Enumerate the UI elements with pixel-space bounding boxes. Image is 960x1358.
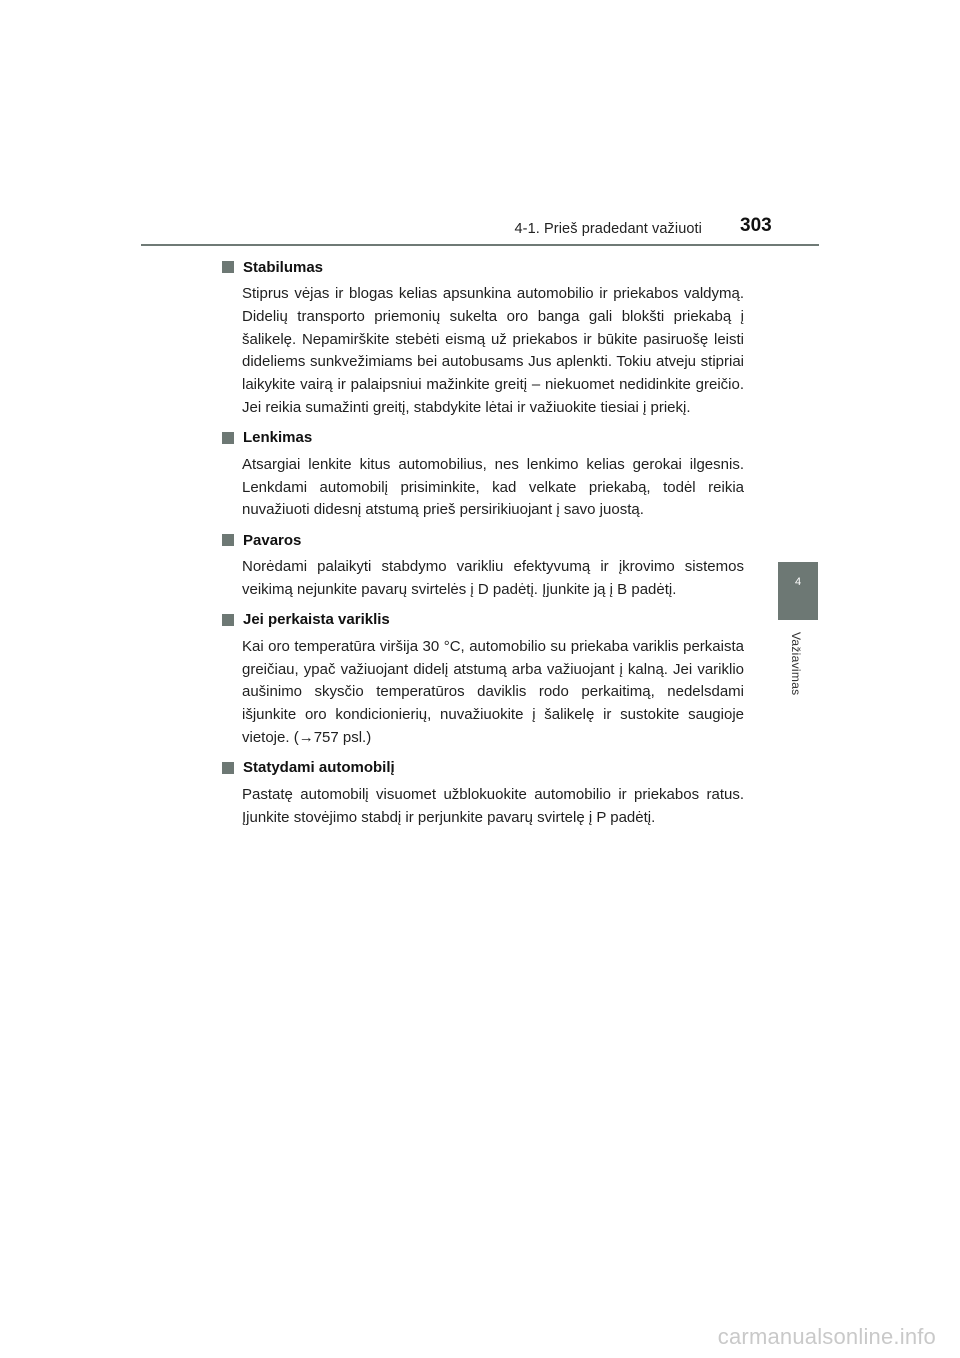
section-stabilumas [222, 255, 744, 420]
section-heading [222, 756, 744, 780]
page-number: 303 [740, 215, 772, 236]
square-bullet-icon [222, 261, 234, 273]
square-bullet-icon [222, 762, 234, 774]
section-heading [222, 608, 744, 632]
section-body: Norėdami palaikyti stabdymo varikliu efektyvumą ir įkrovimo sistemos veikimą nejunkite pavarų svirtelės į D padėtį. Įjunkite ją į B padėtį. [242, 558, 744, 598]
chapter-tab [778, 562, 818, 620]
header-divider [141, 244, 819, 246]
section-perkaista-variklis [222, 608, 744, 750]
header-section-title: 4-1. Prieš pradedant važiuoti [514, 221, 702, 237]
section-heading [222, 426, 744, 450]
section-lenkimas [222, 426, 744, 522]
square-bullet-icon [222, 614, 234, 626]
watermark-text: carmanualsonline.info [717, 1324, 936, 1349]
section-body: Kai oro temperatūra viršija 30 °C, automobilio su priekaba variklis perkaista greičiau, ypač važiuojant didelį atstumą arba važiuojant į kalną. Jei variklio aušinimo skysčio temperatūros daviklis rodo perkaitimą, nedelsdami išjunkite oro kondicionierių, nuvažiuokite į šalikelę ir sustokite saugioje vietoje. (→757 psl.) [242, 637, 744, 746]
section-title: Pavaros [243, 531, 302, 549]
page-content [222, 255, 744, 835]
page-header [0, 0, 960, 248]
section-title: Stabilumas [243, 258, 324, 276]
square-bullet-icon [222, 534, 234, 546]
section-heading [222, 528, 744, 552]
section-title: Statydami automobilį [243, 759, 395, 777]
section-body: Stiprus vėjas ir blogas kelias apsunkina automobilio ir priekabos valdymą. Didelių transporto priemonių sukelta oro banga gali blokšti priekabą į šalikelę. Nepamirškite stebėti eismą už priekabos ir būkite pasiruošę leisti dideliems sunkvežimiams bei autobusams Jus aplenkti. Tokiu atveju stipriai laikykite vairą ir palaipsniui mažinkite greitį – niekuomet nedidinkite greičio. Jei reikia sumažinti greitį, stabdykite lėtai ir važiuokite tiesiai į priekį. [242, 285, 744, 416]
section-statydami [222, 756, 744, 830]
chapter-label: Važiavimas [789, 632, 803, 696]
section-title: Jei perkaista variklis [243, 611, 390, 629]
section-heading [222, 255, 744, 279]
section-title: Lenkimas [243, 429, 313, 447]
chapter-number: 4 [794, 576, 802, 588]
section-pavaros [222, 528, 744, 602]
section-body: Atsargiai lenkite kitus automobilius, nes lenkimo kelias gerokai ilgesnis. Lenkdami automobilį prisiminkite, kad velkate priekabą, todėl reikia nuvažiuoti didesnį atstumą prieš persirikiuojant į savo juostą. [242, 455, 744, 519]
section-body: Pastatę automobilį visuomet užblokuokite automobilio ir priekabos ratus. Įjunkite stovėjimo stabdį ir perjunkite pavarų svirtelę į P padėtį. [242, 785, 744, 826]
square-bullet-icon [222, 432, 234, 444]
